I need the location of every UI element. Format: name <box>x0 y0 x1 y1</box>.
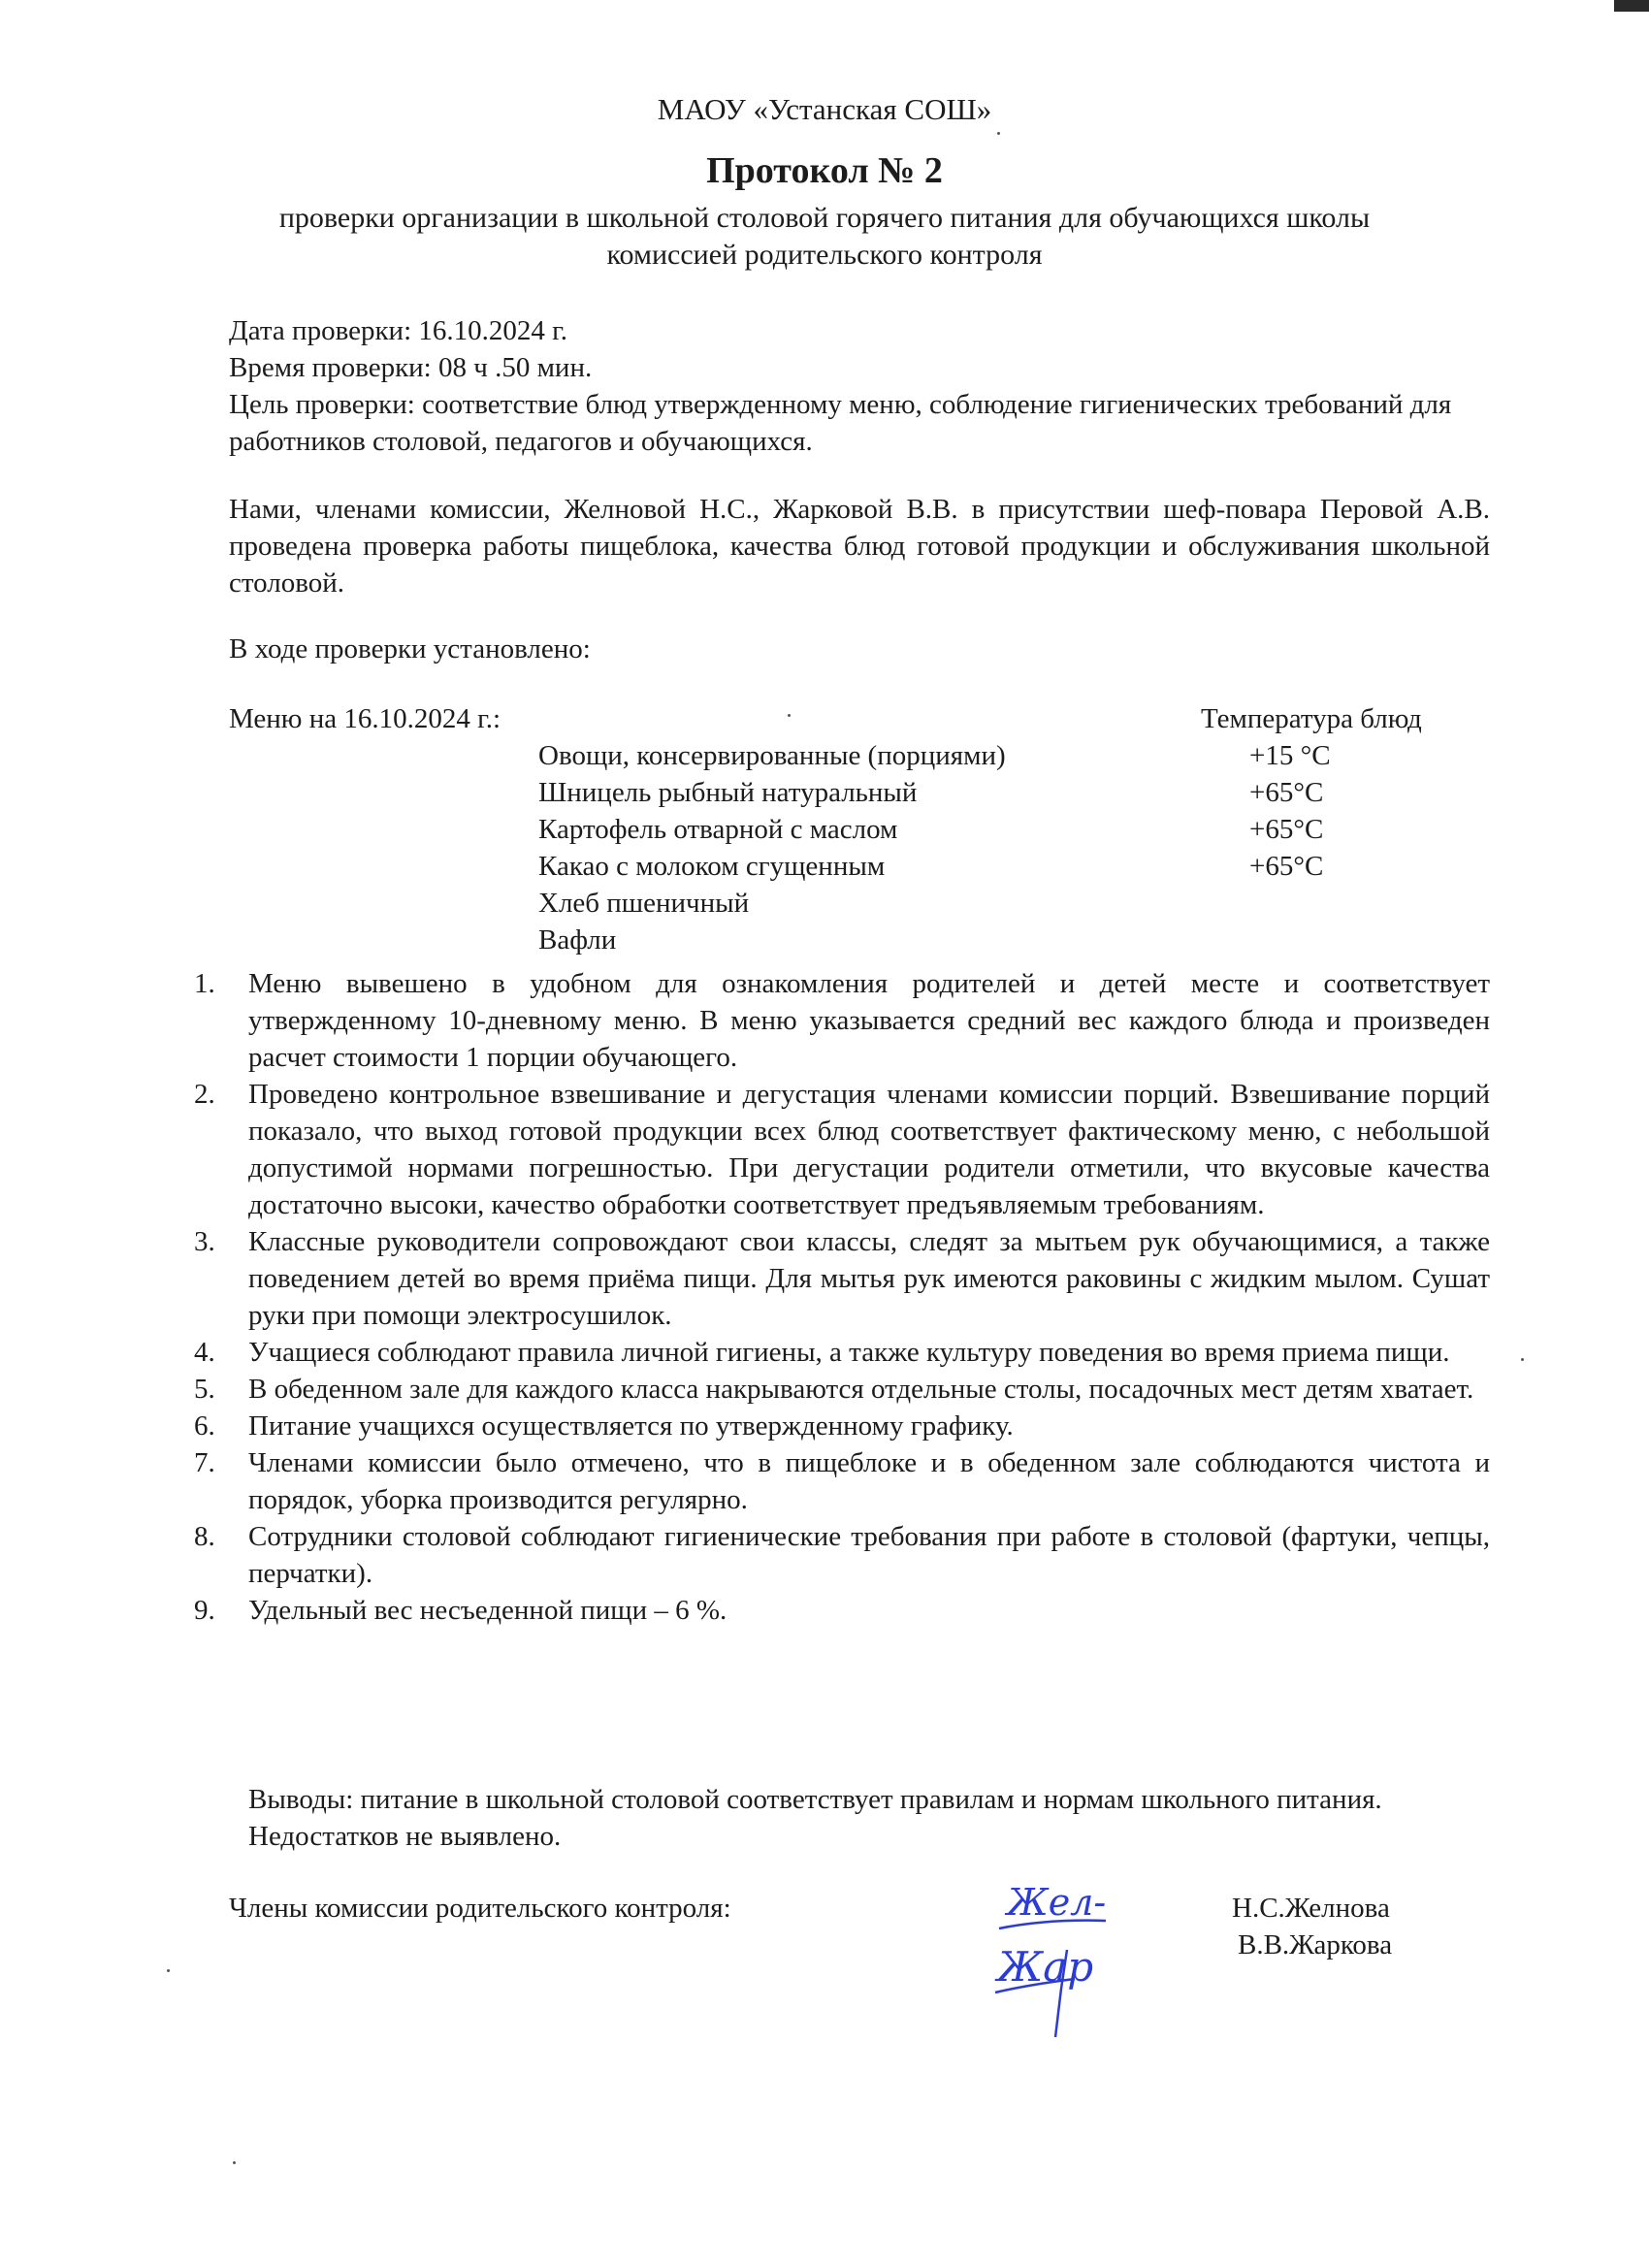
finding-item <box>194 1518 1490 1592</box>
established-heading: В ходе проверки установлено: <box>229 633 591 664</box>
menu-item-name: Овощи, консервированные (порциями) <box>538 740 1006 771</box>
check-purpose: Цель проверки: соответствие блюд утвержденному меню, соблюдение гигиенических требований для работников столовой, педагогов и обучающихся. <box>229 389 1452 457</box>
organization-name: МАОУ «Устанская СОШ» <box>657 92 992 126</box>
finding-number: 2. <box>194 1079 215 1110</box>
finding-item <box>194 1371 1490 1408</box>
member-name: Н.С.Желнова <box>1232 1893 1390 1924</box>
temperature-header: Температура блюд <box>1201 703 1422 734</box>
menu-header: Меню на 16.10.2024 г.: <box>229 703 501 734</box>
document-title: Протокол № 2 <box>706 150 943 191</box>
finding-item <box>194 1444 1490 1518</box>
finding-item <box>194 1223 1490 1334</box>
finding-number: 9. <box>194 1595 215 1626</box>
finding-number: 5. <box>194 1374 215 1405</box>
menu-item <box>538 885 749 922</box>
finding-item <box>194 1076 1490 1223</box>
menu-item-name: Какао с молоком сгущенным <box>538 851 886 882</box>
signature-zhelnova: Жел- <box>1007 1881 1107 1924</box>
finding-number: 7. <box>194 1447 215 1478</box>
findings-list <box>194 965 1490 1629</box>
menu-item <box>538 774 917 811</box>
signature-zharkova: Жар <box>997 1943 1094 1991</box>
menu-item <box>538 922 616 958</box>
scan-speck <box>997 132 1000 135</box>
menu-item-name: Вафли <box>538 924 617 956</box>
scan-corner-mark <box>1614 0 1649 12</box>
subtitle-line: проверки организации в школьной столовой горячего питания для обучающихся школы <box>278 202 1371 234</box>
member-name: В.В.Жаркова <box>1238 1929 1393 1960</box>
menu-item-name: Картофель отварной с маслом <box>538 814 898 845</box>
handwritten-signatures <box>989 1872 1164 2057</box>
finding-text: Классные руководители сопровождают свои классы, следят за мытьем рук обучающимися, а также поведением детей во время приёма пищи. Для мытья рук имеются раковины с жидким мылом. Сушат руки при помощи электросушилок. <box>248 1226 1490 1331</box>
check-time: Время проверки: 08 ч .50 мин. <box>229 352 593 383</box>
member-names <box>1232 1890 1392 1963</box>
finding-number: 6. <box>194 1410 215 1442</box>
scan-speck <box>167 1969 170 1972</box>
finding-text: Учащиеся соблюдают правила личной гигиены, а также культуру поведения во время приема пищи. <box>248 1337 1450 1368</box>
finding-text: Меню вывешено в удобном для ознакомления родителей и детей месте и соответствует утвержденному 10-дневному меню. В меню указывается средний вес каждого блюда и произведен расчет стоимости 1 порции обучающего. <box>248 968 1490 1073</box>
menu-item-temperature: +15 °С <box>1249 740 1331 771</box>
finding-number: 1. <box>194 968 215 999</box>
finding-text: В обеденном зале для каждого класса накрываются отдельные столы, посадочных мест детям хватает. <box>248 1374 1474 1405</box>
scan-speck <box>1521 1358 1524 1361</box>
scan-speck <box>788 714 791 717</box>
menu-item-temperature: +65°С <box>1249 814 1324 845</box>
menu-item-name: Хлеб пшеничный <box>538 888 750 919</box>
menu-item <box>538 737 1006 774</box>
finding-item <box>194 1334 1490 1371</box>
finding-item <box>194 965 1490 1076</box>
signatures-label: Члены комиссии родительского контроля: <box>229 1893 731 1924</box>
finding-text: Сотрудники столовой соблюдают гигиенические требования при работе в столовой (фартуки, чепцы, перчатки). <box>248 1521 1490 1589</box>
finding-text: Удельный вес несъеденной пищи – 6 %. <box>248 1595 728 1626</box>
menu-item-temperature: +65°С <box>1249 851 1324 882</box>
subtitle-line: комиссией родительского контроля <box>606 239 1043 271</box>
finding-text: Проведено контрольное взвешивание и дегустация членами комиссии порций. Взвешивание порций показало, что выход готовой продукции всех блюд соответствует фактическому меню, с небольшой допустимой нормами погрешностью. При дегустации родители отметили, что вкусовые качества достаточно высоки, качество обработки соответствует предъявляемым требованиям. <box>248 1079 1490 1220</box>
menu-item <box>538 848 885 885</box>
menu-item-name: Шницель рыбный натуральный <box>538 777 918 808</box>
menu-item-temperature: +65°С <box>1249 777 1324 808</box>
finding-number: 4. <box>194 1337 215 1368</box>
conclusion-paragraph: Выводы: питание в школьной столовой соответствует правилам и нормам школьного питания. Недостатков не выявлено. <box>248 1784 1382 1852</box>
finding-text: Питание учащихся осуществляется по утвержденному графику. <box>248 1410 1014 1442</box>
menu-item <box>538 811 897 848</box>
scan-speck <box>233 2161 236 2164</box>
finding-number: 3. <box>194 1226 215 1257</box>
finding-number: 8. <box>194 1521 215 1552</box>
finding-item <box>194 1592 1490 1629</box>
check-date: Дата проверки: 16.10.2024 г. <box>229 315 568 346</box>
document-subtitle <box>0 200 1649 274</box>
intro-paragraph: Нами, членами комиссии, Желновой Н.С., Жарковой В.В. в присутствии шеф-повара Перовой А.В. проведена проверка работы пищеблока, качества блюд готовой продукции и обслуживания школьной столовой. <box>229 494 1490 599</box>
finding-item <box>194 1408 1490 1444</box>
finding-text: Членами комиссии было отмечено, что в пищеблоке и в обеденном зале соблюдаются чистота и порядок, уборка производится регулярно. <box>248 1447 1490 1515</box>
